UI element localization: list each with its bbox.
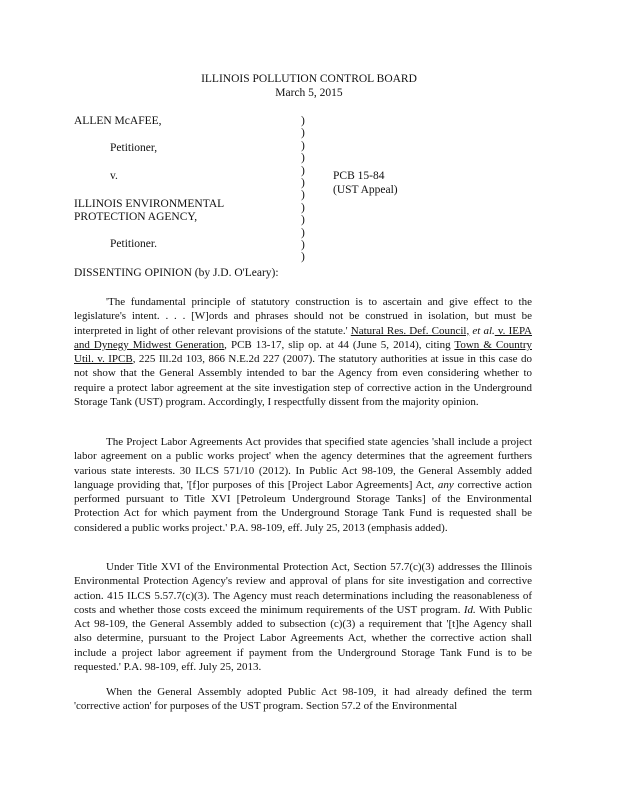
paragraph-2: The Project Labor Agreements Act provides that specified state agencies 'shall include a project labor agreement on a public works project' when the agency determines that the agreement furthers various state interests. 30 ILCS 571/10 (2012). In Public Act 98-109, the General Assembly added language providing that, '[f]or purposes of this [Project Labor Agreements] Act, any corrective action performed pursuant to Title XVI [Petroleum Underground Storage Tanks] of the Environmental Protection Act for which payment from the Underground Storage Tank Fund is requested shall be considered a public works project.' P.A. 98-109, eff. July 25, 2013 (emphasis added). — [74, 436, 532, 534]
paragraph-4: When the General Assembly adopted Public Act 98-109, it had already defined the term 'corrective action' for purposes of the UST program. Section 57.2 of the Environmental — [74, 686, 532, 713]
respondent-role: Petitioner. — [110, 238, 157, 250]
caption-parentheses: ) ) ) ) ) ) ) ) ) ) ) ) — [301, 115, 305, 264]
paragraph-1: 'The fundamental principle of statutory construction is to ascertain and give effect to the legislature's intent. . . . [W]ords and phrases should not be construed in isolation, but must be interpreted in light of other relevant provisions of the statute.' Natural Res. Def. Council, et al. v. IEPA and Dynegy Midwest Generation, PCB 13-17, slip op. at 44 (June 5, 2014), citing Town & Country Util. v. IPCB, 225 Ill.2d 103, 866 N.E.2d 227 (2007). The statutory authorities at issue in this case do not show that the General Assembly intended to bar the Agency from even considering whether to require a protect labor agreement at the site investigation step of corrective action in the Underground Storage Tank (UST) program. Accordingly, I respectfully dissent from the majority opinion. — [74, 296, 533, 409]
respondent-line-2: PROTECTION AGENCY, — [74, 211, 198, 223]
versus-label: v. — [110, 170, 118, 182]
opinion-title: DISSENTING OPINION (by J.D. O'Leary): — [74, 267, 279, 279]
paragraph-3: Under Title XVI of the Environmental Protection Act, Section 57.7(c)(3) addresses the Illinois Environmental Protection Agency's review and approval of plans for site investigation and corrective action. 415 ILCS 5.57.7(c)(3). The Agency must reach determinations including the reasonableness of costs and whether those costs exceed the minimum requirements of the UST program. Id. With Public Act 98-109, the General Assembly added to subsection (c)(3) a requirement that '[t]he Agency shall also determine, pursuant to the Project Labor Agreements Act, whether the corrective action shall include a project labor agreement if payment from the Underground Storage Tank Fund is to be requested.' P.A. 98-109, eff. July 25, 2013. — [74, 561, 532, 674]
petitioner-name: ALLEN McAFEE, — [74, 115, 162, 127]
case-type: (UST Appeal) — [333, 184, 398, 196]
opinion-date: March 5, 2015 — [275, 87, 343, 99]
respondent-line-1: ILLINOIS ENVIRONMENTAL — [74, 198, 225, 210]
board-heading: ILLINOIS POLLUTION CONTROL BOARD — [201, 73, 417, 85]
petitioner-role: Petitioner, — [110, 142, 158, 154]
case-number: PCB 15-84 — [333, 170, 385, 182]
